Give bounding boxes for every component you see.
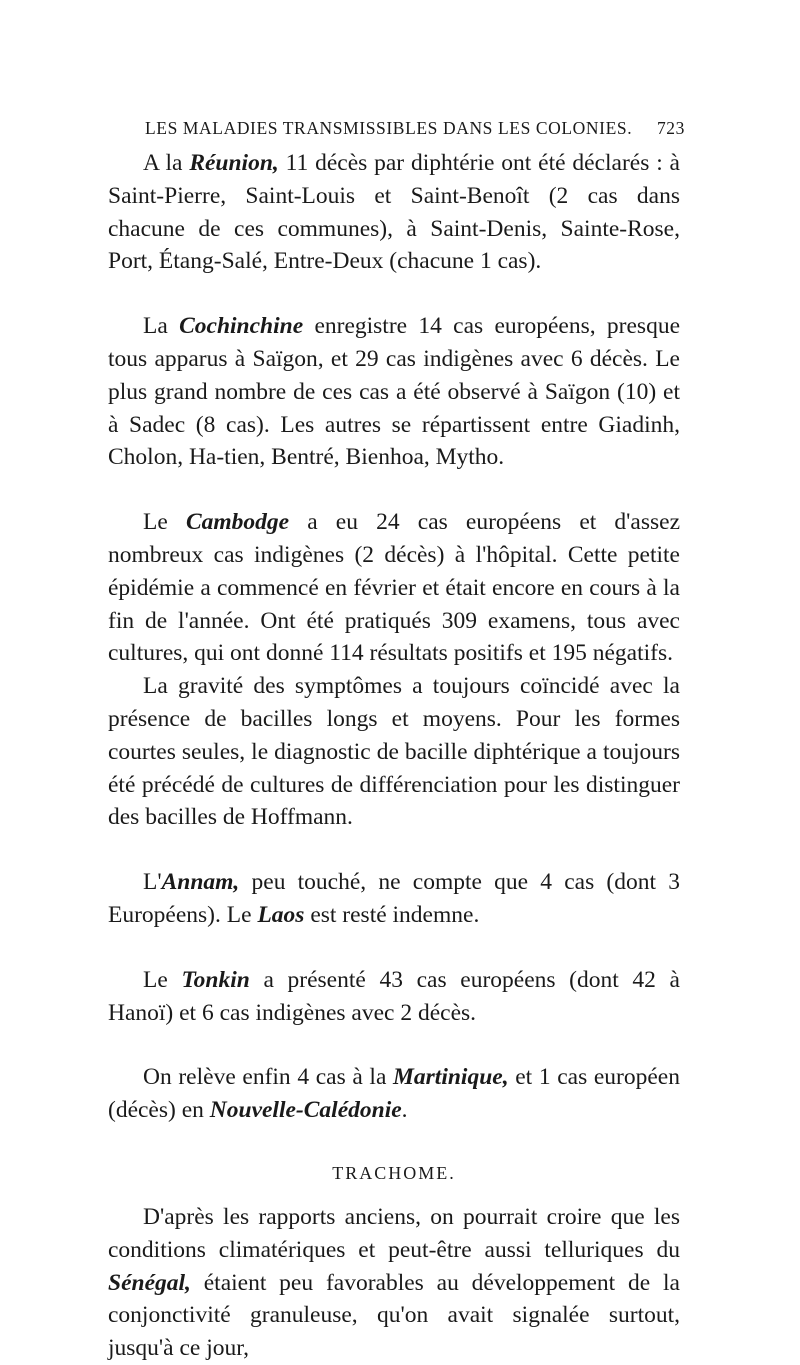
place-name-cambodge: Cambodge (185, 509, 290, 536)
text-span: La gravité des symptômes a toujours coïncidé avec la présence de bacilles longs et moyens. Pour les formes courtes seules, le diagnostic de bacille diphtérique a toujours été précédé de cultures de différenciation pour les distinguer des bacilles de Hoffmann. (108, 673, 680, 831)
paragraph-spacer (108, 1189, 680, 1201)
place-name-nouvelle-caledonie: Nouvelle-Calédonie (209, 1097, 402, 1124)
page-number: 723 (656, 118, 685, 138)
text-span: On relève enfin 4 cas à la (143, 1064, 394, 1091)
body-text (108, 147, 680, 1365)
paragraph-tonkin (108, 964, 680, 1030)
paragraph-trachome (108, 1201, 680, 1365)
text-span: La (143, 313, 180, 340)
place-name-laos: Laos (257, 901, 305, 928)
text-span: . (401, 1097, 408, 1124)
paragraph-spacer (108, 474, 680, 506)
text-span: A la (143, 150, 190, 176)
paragraph-spacer (108, 1127, 680, 1157)
text-span: Le (143, 509, 186, 536)
running-title: LES MALADIES TRANSMISSIBLES DANS LES COLONIES. (145, 118, 633, 138)
text-span: 11 décès par diphtérie ont été déclarés : à Saint-Pierre, Saint-Louis et Saint-Benoît (2 cas dans chacune de ces communes), à Saint-Denis, Sainte-Rose, Port, Étang-Salé, Entre-Deux (chacune 1 cas). (108, 150, 680, 275)
paragraph-martinique (108, 1061, 680, 1127)
place-name-reunion: Réunion, (189, 150, 279, 176)
place-name-cochinchine: Cochinchine (179, 313, 304, 340)
section-heading-trachome: TRACHOME. (332, 1162, 456, 1183)
paragraph-spacer (108, 1029, 680, 1061)
text-span: a présenté 43 cas européens (dont 42 à Hanoï) et 6 cas indigènes avec 2 décès. (108, 966, 680, 1026)
text-span: L' (143, 869, 162, 896)
paragraph-gravite (108, 670, 680, 834)
paragraph-cambodge (108, 506, 680, 670)
text-span: et 1 cas européen (décès) en (108, 1064, 680, 1124)
text-span: enregistre 14 cas européens, presque tous apparus à Saïgon, et 29 cas indigènes avec 6 décès. Le plus grand nombre de ces cas a été observé à Saïgon (10) et à Sadec (8 cas). Les autres se répartissent entre Giadinh, Cholon, Ha-tien, Bentré, Bienhoa, Mytho. (108, 313, 680, 471)
place-name-senegal: Sénégal, (108, 1269, 191, 1296)
text-span: est resté indemne. (304, 901, 480, 928)
text-span: Le (143, 966, 182, 993)
paragraph-cochinchine (108, 310, 680, 474)
text-span: étaient peu favorables au développement de la conjonctivité granuleuse, qu'on avait signalée surtout, jusqu'à ce jour, (108, 1269, 680, 1362)
paragraph-spacer (108, 278, 680, 310)
place-name-martinique: Martinique, (393, 1064, 509, 1091)
text-span: a eu 24 cas européens et d'assez nombreux cas indigènes (2 décès) à l'hôpital. Cette petite épidémie a commencé en février et était encore en cours à la fin de l'année. Ont été pratiqués 309 examens, tous avec cultures, qui ont donné 114 résultats positifs et 195 négatifs. (108, 509, 680, 667)
paragraph-annam (108, 866, 680, 932)
paragraph-spacer (108, 932, 680, 964)
paragraph-reunion (108, 147, 680, 278)
place-name-annam: Annam, (161, 869, 240, 896)
text-span: peu touché, ne compte que 4 cas (dont 3 Européens). Le (108, 869, 680, 928)
place-name-tonkin: Tonkin (181, 966, 250, 993)
text-span: D'après les rapports anciens, on pourrait croire que les conditions climatériques et peut-être aussi telluriques du (108, 1203, 680, 1263)
paragraph-spacer (108, 834, 680, 866)
running-header (145, 117, 685, 139)
